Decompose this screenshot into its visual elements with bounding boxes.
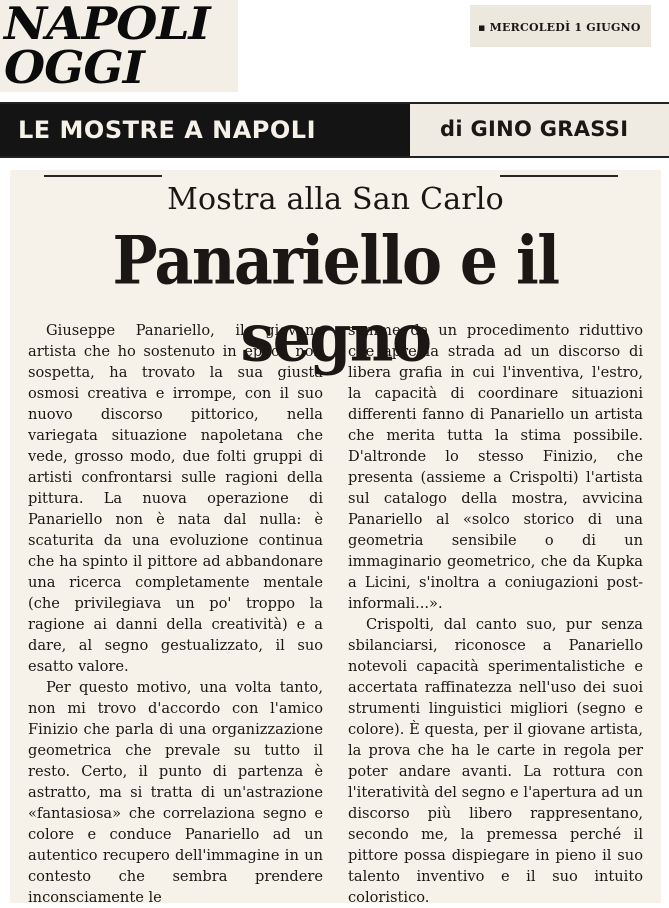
article-column-2 <box>348 320 643 908</box>
paragraph: Giuseppe Panariello, il giovane artista che ho sostenuto in epoca non sospetta, ha trovato la sua giusta osmosi creativa e irrompe, con il suo nuovo discorso pittorico, nella variegata situazione napoletana che vede, grosso modo, due folti gruppi di artisti confrontarsi sulle ragioni della pittura. La nuova operazione di Panariello non è nata dal nulla: è scaturita da una evoluzione continua che ha spinto il pittore ad abbandonare una ricerca completamente mentale (che privilegiava un po' troppo la ragione ai danni della creatività) e a dare, al segno gestualizzato, il suo esatto valore. <box>28 322 323 675</box>
masthead-line-1: NAPOLI <box>4 0 210 50</box>
article <box>10 170 661 906</box>
dateline-box <box>470 5 651 47</box>
byline: di GINO GRASSI <box>440 117 629 141</box>
kicker-rule-left <box>44 175 162 177</box>
article-column-1 <box>28 320 323 908</box>
kicker-rule-right <box>500 175 618 177</box>
paragraph: Per questo motivo, una volta tanto, non mi trovo d'accordo con l'amico Finizio che parla di una organizzazione geometrica che prevale su tutto il resto. Certo, il punto di partenza è astratto, ma si tratta di un'astrazione «fantasiosa» che correlaziona segno e colore e conduce Panariello ad un autentico recupero dell'immagine in un contesto che sembra prendere inconsciamente le <box>28 679 323 906</box>
article-headline: Panariello e il segno <box>112 223 559 377</box>
section-title: LE MOSTRE A NAPOLI <box>18 116 317 144</box>
masthead-logo <box>0 0 238 92</box>
article-kicker: Mostra alla San Carlo <box>167 182 504 217</box>
paragraph: Crispolti, dal canto suo, pur senza sbilanciarsi, riconosce a Panariello notevoli capacità sperimentalistiche e accertata raffinatezza nell'uso dei suoi strumenti linguistici migliori (segno e colore). È questa, per il giovane artista, la prova che ha le carte in regola per poter andare avanti. La rottura con l'iteratività del segno e l'apertura ad un discorso più libero rappresentano, secondo me, la premessa perché il pittore possa dispiegare in pieno il suo talento inventivo e il suo intuito coloristico. <box>348 616 643 906</box>
masthead-line-2: OGGI <box>4 41 144 94</box>
section-title-band <box>0 104 410 156</box>
section-bar <box>0 102 669 158</box>
dateline: ▪ MERCOLEDÌ 1 GIUGNO <box>478 21 641 34</box>
paragraph: somme da un procedimento riduttivo che apre la strada ad un discorso di libera grafia in cui l'inventiva, l'estro, la capacità di coordinare situazioni differenti fanno di Panariello un artista che merita tutta la stima possibile. D'altronde lo stesso Finizio, che presenta (assieme a Crispolti) l'artista sul catalogo della mostra, avvicina Panariello al «solco storico di una geometria sensibile o di un immaginario geometrico, che da Kupka a Licini, s'inoltra a coniugazioni post-informali...». <box>348 322 643 612</box>
